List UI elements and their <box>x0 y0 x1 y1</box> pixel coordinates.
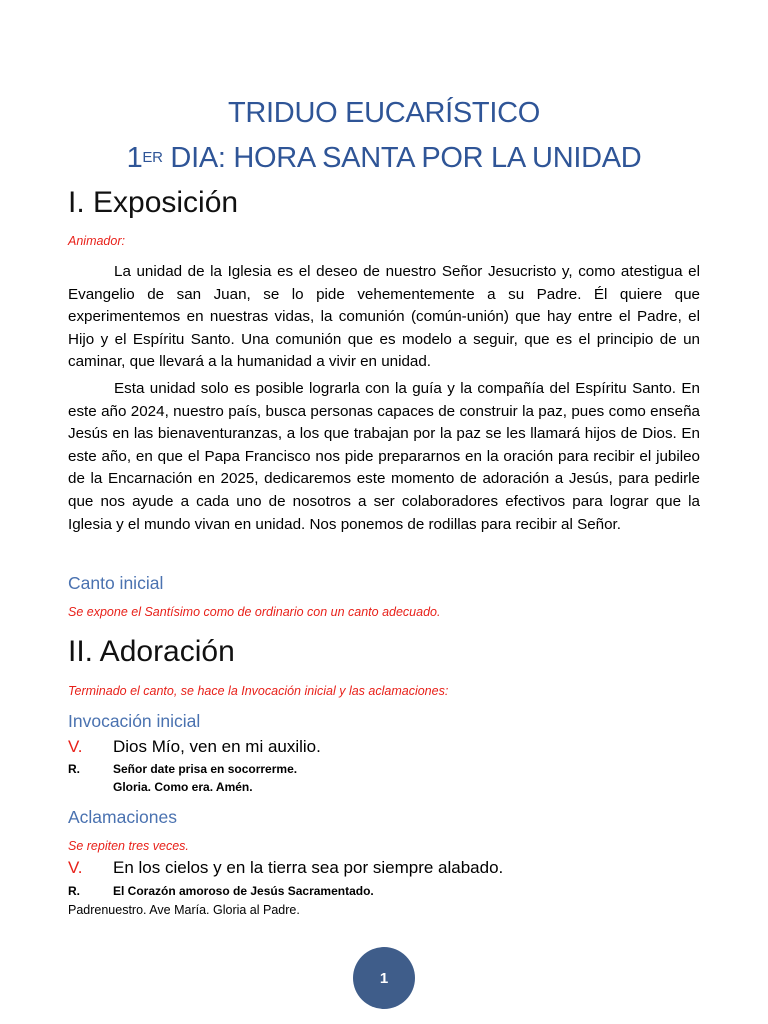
invocation-versicle <box>68 737 321 757</box>
invocation-response-continued: Gloria. Como era. Amén. <box>113 780 253 794</box>
title-superscript: ER <box>142 149 163 166</box>
section-heading-adoracion: II. Adoración <box>68 635 235 668</box>
rubric-aclamaciones: Se repiten tres veces. <box>68 839 189 853</box>
versicle-mark: V. <box>68 858 83 877</box>
subheading-invocacion: Invocación inicial <box>68 711 201 731</box>
versicle-text: En los cielos y en la tierra sea por siempre alabado. <box>113 858 504 877</box>
subheading-aclamaciones: Aclamaciones <box>68 807 177 827</box>
document-title-line2 <box>68 142 700 175</box>
response-text: El Corazón amoroso de Jesús Sacramentado. <box>113 884 374 898</box>
paragraph-2: Esta unidad solo es posible lograrla con la guía y la compañía del Espíritu Santo. En este año 2024, nuestro país, busca personas capaces de construir la paz, pues como enseña Jesús en las bienaventuranzas, a los que trabajan por la paz se les llamará hijos de Dios. En este año, en que el Papa Francisco nos pide prepararnos en la oración para recibir el jubileo de la Encarnación en 2025, dedicaremos este momento de adoración a Jesús, para pedirle que nos ayude a cada uno de nosotros a ser colaboradores efectivos para lograr que la Iglesia y el mundo vivan en unidad. Nos ponemos de rodillas para recibir al Señor. <box>68 380 700 533</box>
page-number-badge: 1 <box>353 947 415 1009</box>
closing-prayers: Padrenuestro. Ave María. Gloria al Padre. <box>68 903 300 917</box>
response-mark: R. <box>68 762 80 776</box>
title-rest: DIA: HORA SANTA POR LA UNIDAD <box>162 142 642 174</box>
subheading-canto-inicial: Canto inicial <box>68 573 164 593</box>
response-mark: R. <box>68 884 80 898</box>
response-text: Señor date prisa en socorrerme. <box>113 762 298 776</box>
speaker-label: Animador: <box>68 234 125 248</box>
versicle-mark: V. <box>68 737 83 756</box>
rubric-exposicion: Se expone el Santísimo como de ordinario con un canto adecuado. <box>68 605 441 619</box>
rubric-adoracion: Terminado el canto, se hace la Invocación inicial y las aclamaciones: <box>68 684 449 698</box>
title-number: 1 <box>126 142 143 174</box>
paragraph-1: La unidad de la Iglesia es el deseo de nuestro Señor Jesucristo y, como atestigua el Evangelio de san Juan, se lo pide vehementemente a su Padre. Él quiere que experimentemos en nuestras vidas, la comunión (común-unión) que hay entre el Padre, el Hijo y el Espíritu Santo. Una comunión que es modelo a seguir, que es el principio de un caminar, que llevará a la humanidad a vivir en unidad. <box>68 263 700 371</box>
invocation-response <box>68 762 297 776</box>
acclamation-versicle <box>68 858 503 878</box>
section-heading-exposicion: I. Exposición <box>68 186 239 219</box>
versicle-text: Dios Mío, ven en mi auxilio. <box>113 737 321 756</box>
document-title-line1: TRIDUO EUCARÍSTICO <box>227 97 540 129</box>
acclamation-response <box>68 884 374 898</box>
